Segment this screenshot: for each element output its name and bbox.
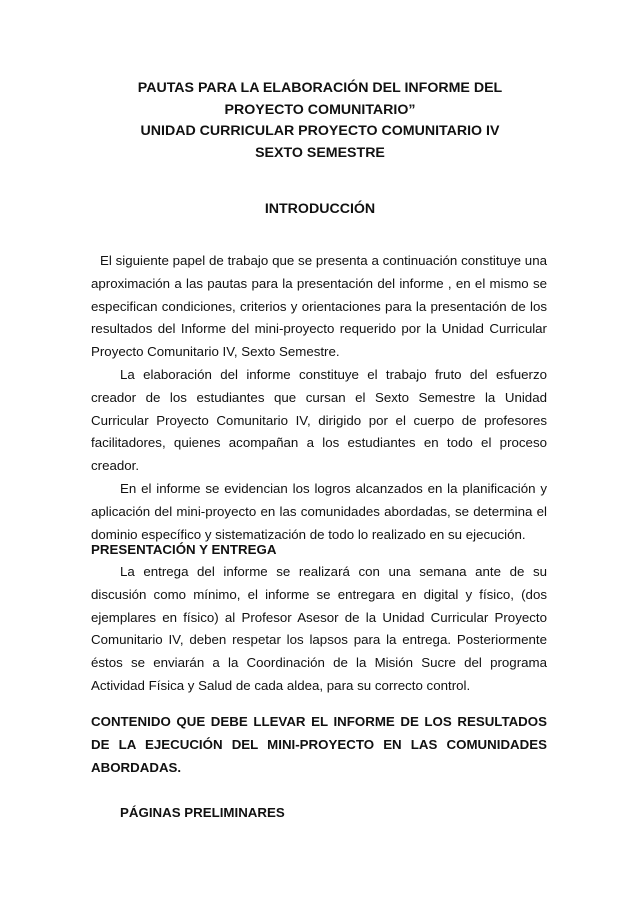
intro-paragraph-2: La elaboración del informe constituye el trabajo fruto del esfuerzo creador de los estudiantes que cursan el Sexto Semestre la Unidad Curricular Proyecto Comunitario IV, dirigido por el cuerpo de profesores facilitadores, quienes acompañan a los estudiantes en todo el proceso creador.	[91, 366, 547, 474]
intro-paragraph-1: El siguiente papel de trabajo que se presenta a continuación constituye una aproximación a las pautas para la presentación del informe , en el mismo se especifican condiciones, criterios y orientaciones para la presentación de los resultados del Informe del mini-proyecto requerido por la Unidad Curricular Proyecto Comunitario IV, Sexto Semestre.	[91, 253, 547, 360]
introduction-body	[91, 250, 547, 546]
title-line-2: PROYECTO COMUNITARIO”	[224, 101, 416, 118]
presentation-body	[91, 561, 547, 698]
presentation-heading: PRESENTACIÓN Y ENTREGA	[91, 542, 277, 557]
title-line-3: UNIDAD CURRICULAR PROYECTO COMUNITARIO IV	[140, 123, 500, 140]
title-line-4: SEXTO SEMESTRE	[255, 144, 385, 161]
presentation-paragraph: La entrega del informe se realizará con una semana ante de su discusión como mínimo, el informe se entregara en digital y físico, (dos ejemplares en físico) al Profesor Asesor de la Unidad Curricular Proyecto Comunitario IV, deben respetar los lapsos para la entrega. Posteriormente éstos se enviarán a la Coordinación de la Misión Sucre del programa Actividad Física y Salud de cada aldea, para su correcto control.	[91, 564, 547, 693]
document-title	[80, 78, 560, 164]
content-heading: CONTENIDO QUE DEBE LLEVAR EL INFORME DE LOS RESULTADOS DE LA EJECUCIÓN DEL MINI-PROYECTO EN LAS COMUNIDADES ABORDADAS.	[91, 714, 547, 775]
introduction-heading: INTRODUCCIÓN	[264, 201, 376, 217]
preliminary-pages-heading: PÁGINAS PRELIMINARES	[120, 805, 285, 820]
title-line-1: PAUTAS PARA LA ELABORACIÓN DEL INFORME DEL	[137, 80, 503, 96]
intro-paragraph-3: En el informe se evidencian los logros alcanzados en la planificación y aplicación del mini-proyecto en las comunidades abordadas, se determina el dominio específico y sistematización de todo lo realizado en su ejecución.	[91, 480, 547, 542]
